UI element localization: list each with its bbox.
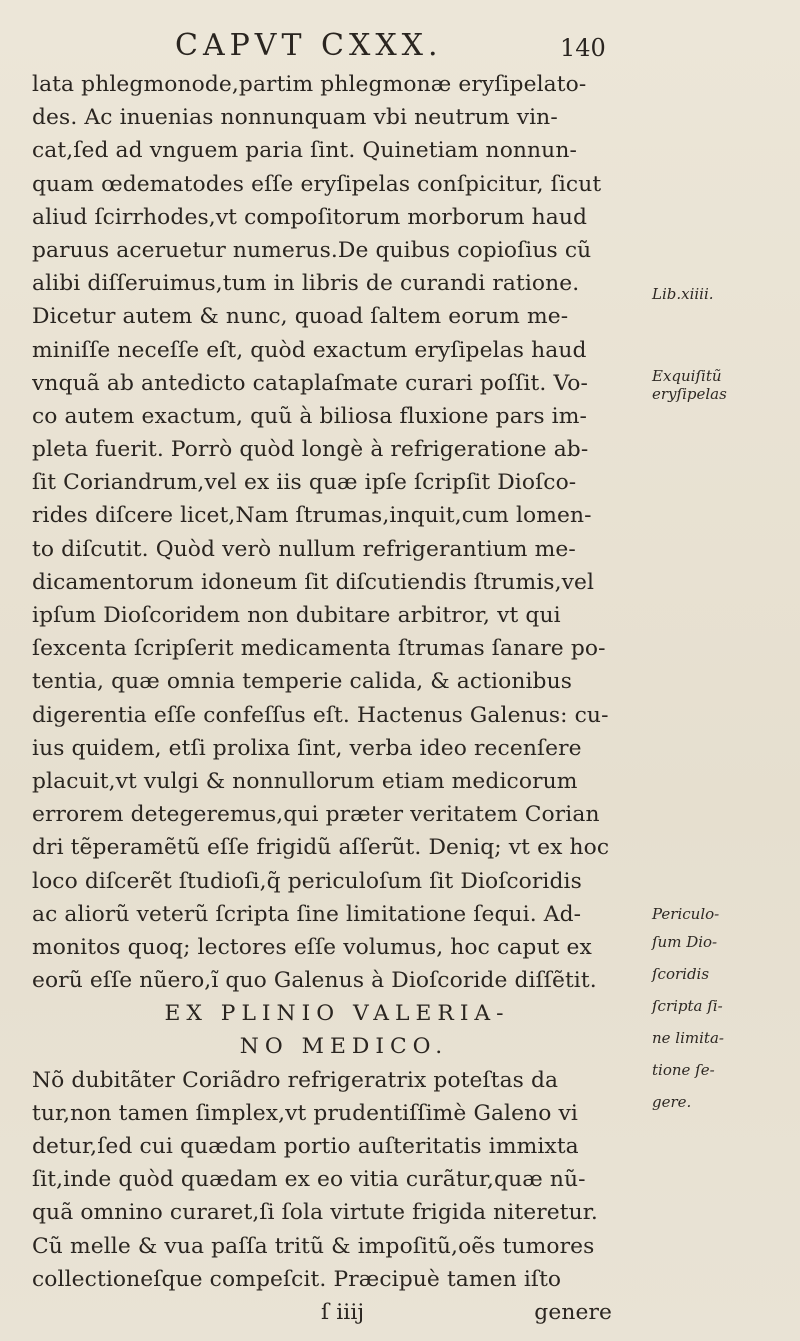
main-text — [32, 68, 642, 1329]
margin-note-line: gere. — [652, 1093, 692, 1111]
text-line: Nõ dubitãter Coriãdro refrigeratrix poteſtas da — [32, 1067, 559, 1093]
margin-note-reference: Lib.xiiii. — [652, 285, 714, 303]
margin-note-line: Periculo- — [652, 905, 720, 923]
text-line: placuit,vt vulgi & nonnullorum etiam medicorum — [32, 768, 578, 794]
margin-note-line: tione ſe- — [652, 1061, 715, 1079]
text-line: collectioneſque compeſcit. Præcipuè tamen iſto — [32, 1266, 562, 1292]
text-line: to diſcutit. Quòd verò nullum refrigerantium me- — [32, 536, 576, 562]
text-line: miniſſe neceſſe eſt, quòd exactum eryſipelas haud — [32, 337, 587, 363]
margin-note-line: eryſipelas — [652, 385, 727, 403]
text-line: vnquã ab antedicto cataplaſmate curari poſſit. Vo- — [32, 370, 588, 396]
text-line: Dicetur autem & nunc, quoad ſaltem eorum me- — [32, 304, 569, 330]
margin-note-line: Exquiſitũ — [652, 367, 722, 385]
text-line: errorem detegeremus,qui præter veritatem Corian — [32, 802, 600, 828]
text-line: digerentia eſſe confeſſus eſt. Hactenus Galenus: cu- — [32, 702, 609, 728]
page-number: 140 — [560, 34, 606, 62]
text-line: des. Ac inuenias nonnunquam vbi neutrum vin- — [32, 105, 558, 131]
text-line: cat,ſed ad vnguem paria ſint. Quinetiam nonnun- — [32, 138, 577, 164]
margin-note-line: ne limita- — [652, 1029, 724, 1047]
section-heading-continued: NO MEDICO. — [239, 1034, 449, 1060]
section-heading: EX PLINIO VALERIA- — [164, 1001, 510, 1027]
text-line: tentia, quæ omnia temperie calida, & actionibus — [32, 669, 573, 695]
margin-note-line: ſcoridis — [652, 965, 710, 983]
text-line: dri tẽperamẽtũ eſſe frigidũ aſſerũt. Deniq; vt ex hoc — [32, 835, 610, 861]
text-line: aliud ſcirrhodes,vt compoſitorum morborum haud — [32, 204, 588, 230]
text-line: paruus aceruetur numerus.De quibus copioſius cũ — [32, 237, 592, 263]
text-line: ſit,inde quòd quædam ex eo vitia curãtur,quæ nũ- — [32, 1167, 586, 1193]
text-line: alibi diſſeruimus,tum in libris de curandi ratione. — [32, 271, 580, 297]
margin-note-line: ſcripta ſi- — [652, 997, 723, 1015]
text-line: dicamentorum idoneum ſit diſcutiendis ſtrumis,vel — [32, 569, 595, 595]
page-footer — [32, 1296, 642, 1329]
catchword: genere — [534, 1299, 612, 1325]
text-line: loco diſcerẽt ſtudioſi,q̃ periculoſum ſit Dioſcoridis — [32, 868, 582, 894]
text-line: ſexcenta ſcripſerit medicamenta ſtrumas ſanare po- — [32, 636, 606, 662]
chapter-title: CAPVT CXXX. — [175, 28, 443, 63]
text-line: co autem exactum, quũ à biliosa fluxione pars im- — [32, 403, 587, 429]
margin-note-line: ſum Dio- — [652, 933, 718, 951]
text-line: ac aliorũ veterũ ſcripta ſine limitatione ſequi. Ad- — [32, 901, 582, 927]
text-line: quam œdematodes eſſe eryſipelas conſpicitur, ſicut — [32, 171, 602, 197]
text-line: ſit Coriandrum,vel ex iis quæ ipſe ſcripſit Dioſco- — [32, 470, 577, 496]
text-line: quã omnino curaret,ſi ſola virtute frigida niteretur. — [32, 1200, 598, 1226]
page-header — [175, 28, 655, 64]
text-line: pleta fuerit. Porrò quòd longè à refrigeratione ab- — [32, 437, 589, 463]
text-line: monitos quoq; lectores eſſe volumus, hoc caput ex — [32, 934, 592, 960]
text-line: detur,ſed cui quædam portio auſteritatis immixta — [32, 1134, 579, 1159]
text-line: tur,non tamen ſimplex,vt prudentiſſimè Galeno vi — [32, 1100, 579, 1126]
text-line: Cũ melle & vua paſſa tritũ & impoſitũ,oẽs tumores — [32, 1233, 595, 1259]
signature-mark: ſ iiij — [321, 1299, 365, 1325]
text-line: ipſum Dioſcoridem non dubitare arbitror, vt qui — [32, 603, 561, 628]
text-line: ius quidem, etſi prolixa ſint, verba ideo recenſere — [32, 735, 582, 761]
text-line: eorũ eſſe nũero,ĩ quo Galenus à Dioſcoride diſſẽtit. — [32, 968, 597, 994]
text-line: lata phlegmonode,partim phlegmonæ eryſipelato- — [32, 72, 587, 97]
text-line: rides diſcere licet,Nam ſtrumas,inquit,cum lomen- — [32, 503, 592, 529]
